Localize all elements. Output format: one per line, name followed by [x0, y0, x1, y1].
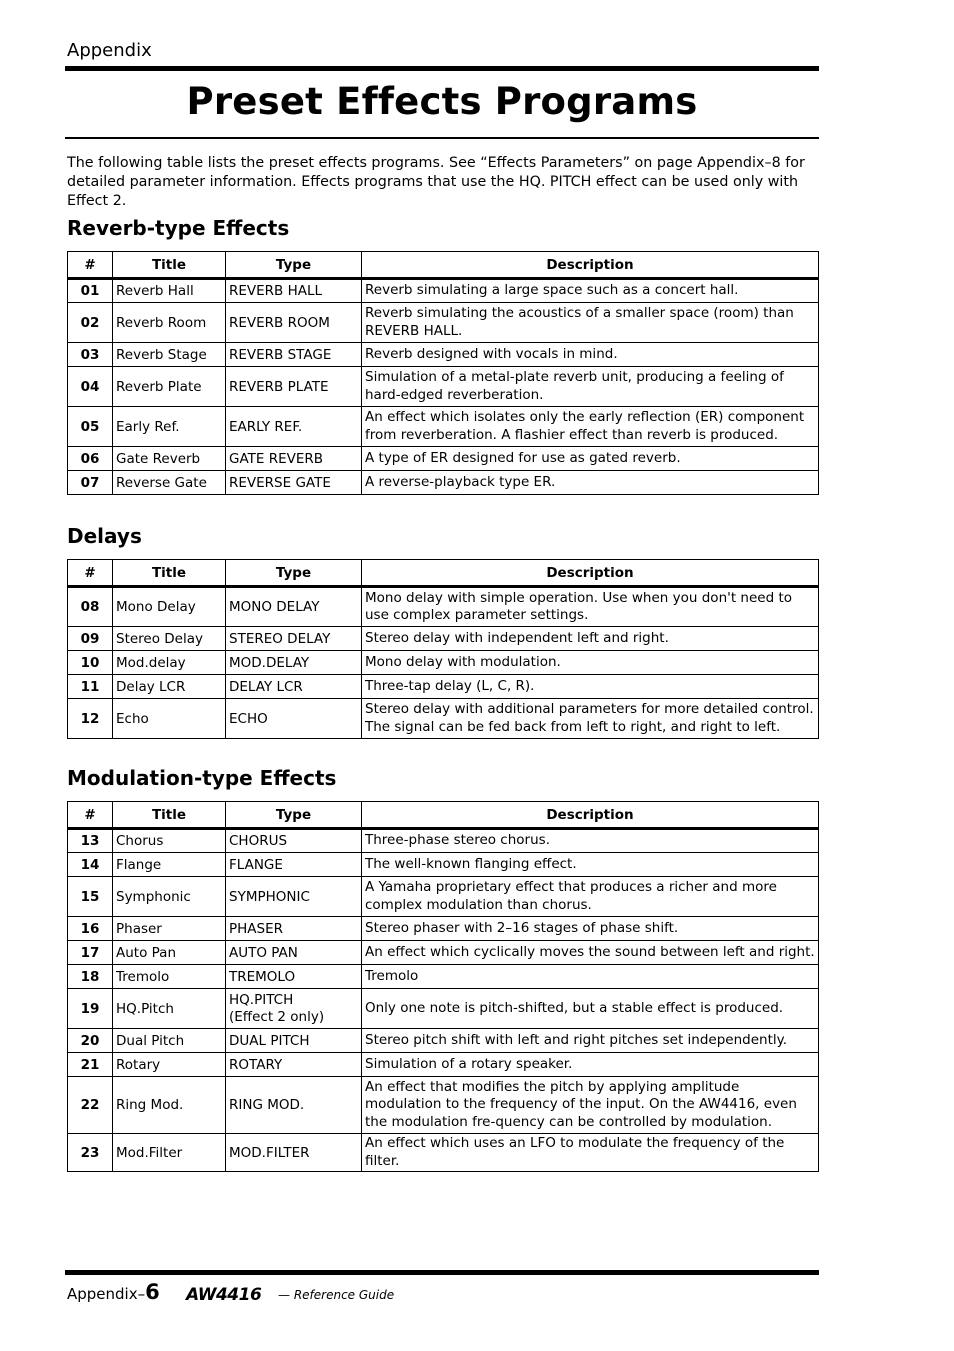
program-type — [226, 367, 362, 407]
program-type — [226, 343, 362, 367]
modulation-table — [67, 801, 819, 1172]
running-header: Appendix — [67, 40, 152, 61]
program-type — [226, 303, 362, 343]
program-number: 23 — [68, 1134, 113, 1172]
table-row — [68, 1053, 819, 1077]
program-number: 19 — [68, 989, 113, 1029]
program-type — [226, 279, 362, 303]
program-type-label: MONO DELAY — [229, 599, 320, 615]
program-type — [226, 989, 362, 1029]
program-description: Only one note is pitch-shifted, but a stable effect is produced. — [362, 989, 819, 1029]
program-type-label: FLANGE — [229, 856, 283, 873]
program-number: 10 — [68, 651, 113, 675]
delays-table — [67, 559, 819, 739]
table-row — [68, 989, 819, 1029]
column-header: Title — [113, 802, 226, 829]
program-type — [226, 965, 362, 989]
table-row — [68, 941, 819, 965]
program-number: 22 — [68, 1077, 113, 1134]
program-description: Three-tap delay (L, C, R). — [362, 675, 819, 699]
column-header: # — [68, 252, 113, 279]
program-description: Reverb simulating the acoustics of a smaller space (room) than REVERB HALL. — [362, 303, 819, 343]
intro-paragraph: The following table lists the preset effects programs. See “Effects Parameters” on page Appendix–8 for detailed parameter information. Effects programs that use the HQ. PITCH effect can be used only with Effect 2. — [67, 155, 805, 209]
program-type-label: MOD.FILTER — [229, 1144, 310, 1161]
section-heading-delays: Delays — [67, 524, 142, 548]
program-description: An effect which isolates only the early reflection (ER) component from reverberation. A flashier effect than reverb is produced. — [362, 407, 819, 447]
program-type — [226, 675, 362, 699]
program-type-label: TREMOLO — [229, 968, 296, 985]
program-type-label: GATE REVERB — [229, 450, 324, 467]
program-type-label: DELAY LCR — [229, 678, 303, 695]
column-header: Description — [362, 802, 819, 829]
table-row — [68, 877, 819, 917]
column-header: Description — [362, 252, 819, 279]
program-description: Simulation of a metal-plate reverb unit, producing a feeling of hard-edged reverberation. — [362, 367, 819, 407]
column-header: Type — [226, 560, 362, 587]
program-title: Echo — [113, 699, 226, 739]
column-header: Type — [226, 802, 362, 829]
program-type-label: MOD.DELAY — [229, 654, 310, 671]
program-title: Mod.delay — [113, 651, 226, 675]
program-type-note: (Effect 2 only) — [229, 1008, 325, 1025]
program-title: Stereo Delay — [113, 627, 226, 651]
program-description: The well-known flanging effect. — [362, 853, 819, 877]
table-row — [68, 587, 819, 627]
program-type — [226, 1077, 362, 1134]
table-row — [68, 303, 819, 343]
program-type — [226, 471, 362, 495]
table-row — [68, 447, 819, 471]
program-type — [226, 587, 362, 627]
program-description: An effect which uses an LFO to modulate the frequency of the filter. — [362, 1134, 819, 1172]
program-type-label: EARLY REF. — [229, 418, 303, 435]
program-title: Gate Reverb — [113, 447, 226, 471]
program-number: 08 — [68, 587, 113, 627]
program-title: Reverb Plate — [113, 367, 226, 407]
program-description: Tremolo — [362, 965, 819, 989]
program-type-label: DUAL PITCH — [229, 1032, 310, 1049]
program-type-label: REVERB PLATE — [229, 378, 329, 395]
program-description: A Yamaha proprietary effect that produces a richer and more complex modulation than chorus. — [362, 877, 819, 917]
table-row — [68, 651, 819, 675]
column-header: Title — [113, 560, 226, 587]
program-type — [226, 941, 362, 965]
program-number: 03 — [68, 343, 113, 367]
table-row — [68, 829, 819, 853]
table-row — [68, 675, 819, 699]
column-header: # — [68, 560, 113, 587]
program-type — [226, 853, 362, 877]
page-title: Preset Effects Programs — [186, 80, 698, 123]
reverb-table — [67, 251, 819, 495]
table-row — [68, 407, 819, 447]
program-type — [226, 651, 362, 675]
program-description: Simulation of a rotary speaker. — [362, 1053, 819, 1077]
program-description: Reverb simulating a large space such as a concert hall. — [362, 279, 819, 303]
program-type-label: CHORUS — [229, 833, 288, 849]
column-header: Type — [226, 252, 362, 279]
program-type — [226, 407, 362, 447]
program-number: 05 — [68, 407, 113, 447]
program-title: Early Ref. — [113, 407, 226, 447]
program-type-label: SYMPHONIC — [229, 888, 310, 905]
table-row — [68, 1134, 819, 1172]
table-row — [68, 367, 819, 407]
program-number: 14 — [68, 853, 113, 877]
section-heading-modulation: Modulation-type Effects — [67, 766, 337, 790]
table-row — [68, 965, 819, 989]
program-title: Reverb Room — [113, 303, 226, 343]
program-type-label: RING MOD. — [229, 1097, 305, 1113]
program-title: Mono Delay — [113, 587, 226, 627]
table-row — [68, 699, 819, 739]
program-type — [226, 877, 362, 917]
table-row — [68, 853, 819, 877]
program-type — [226, 917, 362, 941]
title-rule — [65, 137, 819, 139]
program-type — [226, 447, 362, 471]
table-row — [68, 1029, 819, 1053]
program-number: 07 — [68, 471, 113, 495]
program-description: Stereo phaser with 2–16 stages of phase shift. — [362, 917, 819, 941]
program-title: Chorus — [113, 829, 226, 853]
program-description: Stereo pitch shift with left and right pitches set independently. — [362, 1029, 819, 1053]
program-number: 01 — [68, 279, 113, 303]
table-row — [68, 917, 819, 941]
footer-page-number: 6 — [145, 1280, 160, 1304]
program-description: A reverse-playback type ER. — [362, 471, 819, 495]
program-number: 12 — [68, 699, 113, 739]
program-description: Reverb designed with vocals in mind. — [362, 343, 819, 367]
program-type — [226, 627, 362, 651]
table-row — [68, 471, 819, 495]
table-header-row — [68, 802, 819, 829]
program-title: Ring Mod. — [113, 1077, 226, 1134]
program-type-label: ECHO — [229, 710, 268, 727]
program-type-label: ROTARY — [229, 1056, 283, 1073]
table-header-row — [68, 560, 819, 587]
program-title: Rotary — [113, 1053, 226, 1077]
program-type-label: REVERB ROOM — [229, 314, 330, 331]
program-title: Phaser — [113, 917, 226, 941]
program-number: 13 — [68, 829, 113, 853]
program-number: 18 — [68, 965, 113, 989]
program-title: Dual Pitch — [113, 1029, 226, 1053]
program-number: 09 — [68, 627, 113, 651]
program-type-label: AUTO PAN — [229, 944, 298, 961]
program-number: 15 — [68, 877, 113, 917]
program-type — [226, 1053, 362, 1077]
header-rule — [65, 66, 819, 71]
section-heading-reverb: Reverb-type Effects — [67, 216, 290, 240]
footer-guide-label: — Reference Guide — [278, 1288, 395, 1302]
program-type — [226, 1029, 362, 1053]
program-type — [226, 699, 362, 739]
program-type-label: PHASER — [229, 920, 284, 937]
program-title: Auto Pan — [113, 941, 226, 965]
program-number: 11 — [68, 675, 113, 699]
program-title: Mod.Filter — [113, 1134, 226, 1172]
program-type-label: STEREO DELAY — [229, 630, 331, 647]
column-header: Title — [113, 252, 226, 279]
program-title: Tremolo — [113, 965, 226, 989]
program-title: HQ.Pitch — [113, 989, 226, 1029]
program-number: 04 — [68, 367, 113, 407]
table-row — [68, 627, 819, 651]
program-number: 17 — [68, 941, 113, 965]
column-header: # — [68, 802, 113, 829]
program-type-label: REVERSE GATE — [229, 474, 331, 491]
table-row — [68, 343, 819, 367]
table-header-row — [68, 252, 819, 279]
footer-page-label — [67, 1280, 160, 1304]
program-number: 21 — [68, 1053, 113, 1077]
program-title: Symphonic — [113, 877, 226, 917]
product-logo: AW4416 — [186, 1285, 262, 1305]
program-number: 16 — [68, 917, 113, 941]
program-title: Reverb Hall — [113, 279, 226, 303]
program-number: 02 — [68, 303, 113, 343]
footer-rule — [65, 1270, 819, 1275]
program-type-label: HQ.PITCH — [229, 991, 294, 1008]
table-row — [68, 1077, 819, 1134]
program-description: Three-phase stereo chorus. — [362, 829, 819, 853]
program-title: Reverse Gate — [113, 471, 226, 495]
program-number: 06 — [68, 447, 113, 471]
program-title: Flange — [113, 853, 226, 877]
footer-prefix: Appendix– — [67, 1285, 146, 1303]
program-type — [226, 829, 362, 853]
program-type-label: REVERB HALL — [229, 283, 323, 299]
program-title: Delay LCR — [113, 675, 226, 699]
program-description: A type of ER designed for use as gated reverb. — [362, 447, 819, 471]
program-description: Stereo delay with additional parameters for more detailed control. The signal can be fed back from left to right, and right to left. — [362, 699, 819, 739]
program-type — [226, 1134, 362, 1172]
program-description: Mono delay with modulation. — [362, 651, 819, 675]
program-type-label: REVERB STAGE — [229, 346, 332, 363]
program-description: An effect that modifies the pitch by applying amplitude modulation to the frequency of the input. On the AW4416, even the modulation fre-quency can be controlled by modulation. — [362, 1077, 819, 1134]
program-description: Mono delay with simple operation. Use when you don't need to use complex parameter settings. — [362, 587, 819, 627]
program-title: Reverb Stage — [113, 343, 226, 367]
program-description: An effect which cyclically moves the sound between left and right. — [362, 941, 819, 965]
table-row — [68, 279, 819, 303]
column-header: Description — [362, 560, 819, 587]
program-number: 20 — [68, 1029, 113, 1053]
program-description: Stereo delay with independent left and right. — [362, 627, 819, 651]
